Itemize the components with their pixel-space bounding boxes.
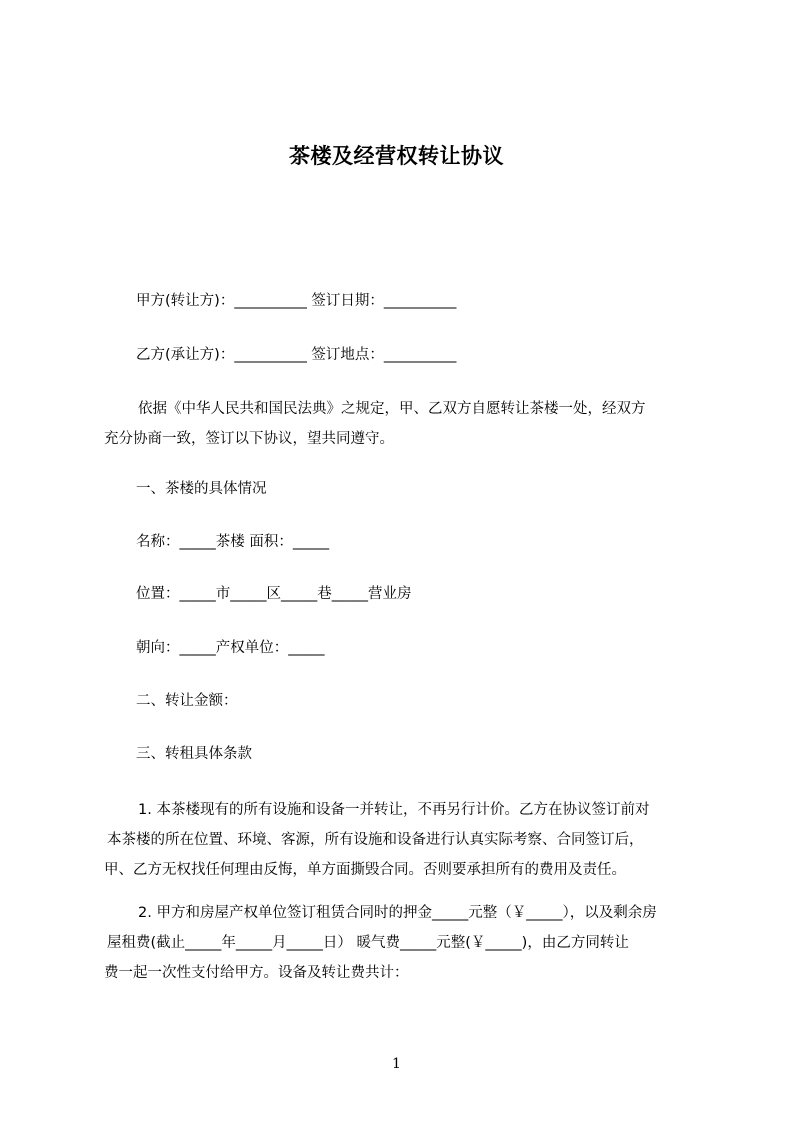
page-number: 1 <box>392 1056 401 1072</box>
party-b-line: 乙方(承让方)：__________ 签订地点：__________ <box>136 347 457 363</box>
clause-2-line: 费一起一次性支付给甲方。设备及转让费共计： <box>104 965 409 981</box>
orientation-line: 朝向：_____产权单位：_____ <box>136 640 325 656</box>
clause-2-paragraph <box>104 898 716 988</box>
location-line: 位置：_____市_____区_____巷_____营业房 <box>136 586 412 602</box>
name-area-line: 名称：_____茶楼 面积：_____ <box>136 534 330 550</box>
clause-2-line: 2. 甲方和房屋产权单位签订租赁合同时的押金_____元整（￥_____），以及剩余房 <box>138 905 657 921</box>
section-1-heading: 一、茶楼的具体情况 <box>136 481 267 497</box>
document-title: 茶楼及经营权转让协议 <box>289 144 504 168</box>
section-3-heading: 三、转租具体条款 <box>136 746 252 762</box>
clause-1-line: 甲、乙方无权找任何理由反悔，单方面撕毁合同。否则要承担所有的费用及责任。 <box>104 862 626 878</box>
clause-1-line: 1. 本茶楼现有的所有设施和设备一并转让，不再另行计价。乙方在协议签订前对 <box>138 802 650 818</box>
clause-1-paragraph <box>104 795 716 885</box>
section-2-heading: 二、转让金额： <box>136 693 238 709</box>
preamble-line: 依据《中华人民共和国民法典》之规定，甲、乙双方自愿转让茶楼一处，经双方 <box>138 401 646 417</box>
preamble-paragraph <box>104 394 716 454</box>
party-a-line: 甲方(转让方)：__________ 签订日期：__________ <box>136 293 457 309</box>
clause-1-line: 本茶楼的所在位置、环境、客源，所有设施和设备进行认真实际考察、合同签订后， <box>107 832 644 848</box>
clause-2-line: 屋租费(截止_____年_____月_____日） 暖气费_____元整(￥_____)，由乙方同转让 <box>107 935 629 951</box>
preamble-line: 充分协商一致，签订以下协议，望共同遵守。 <box>104 431 394 447</box>
